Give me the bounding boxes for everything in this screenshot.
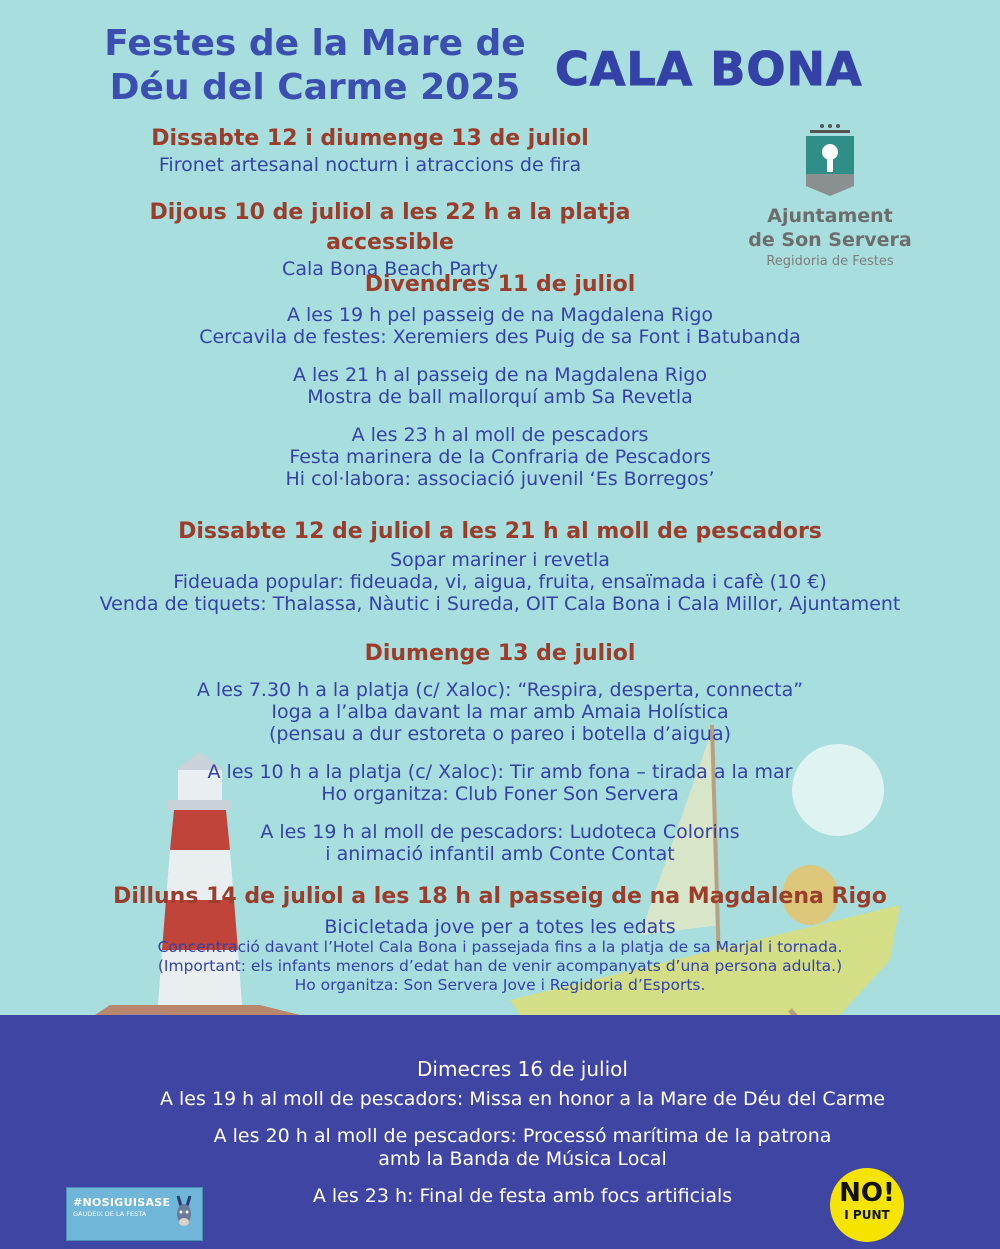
event-line: A les 19 h al moll de pescadors: Ludoteca Colorins xyxy=(260,821,740,843)
event-line: Venda de tiquets: Thalassa, Nàutic i Sureda, OIT Cala Bona i Cala Millor, Ajuntament xyxy=(99,593,901,615)
town-hall-logo xyxy=(740,118,920,272)
logo-name: de Son Servera xyxy=(748,229,912,251)
event-heading: Dilluns 14 de juliol a les 18 h al passeig de na Magdalena Rigo xyxy=(113,884,887,909)
event-line: Fideuada popular: fideuada, vi, aigua, fruita, ensaïmada i cafè (10 €) xyxy=(173,571,827,593)
lighthouse-island xyxy=(95,1005,300,1015)
event-line: A les 23 h: Final de festa amb focs artificials xyxy=(312,1185,733,1207)
shield-icon xyxy=(802,122,858,198)
no-i-punt-badge xyxy=(830,1168,904,1242)
event-block xyxy=(0,1055,1000,1085)
event-line: Sopar mariner i revetla xyxy=(390,549,610,571)
event-line: i animació infantil amb Conte Contat xyxy=(325,843,675,865)
event-block xyxy=(0,882,1000,995)
event-heading: Diumenge 13 de juliol xyxy=(364,641,636,666)
event-line: Festa marinera de la Confraria de Pescadors xyxy=(289,446,711,468)
event-line: amb la Banda de Música Local xyxy=(378,1148,667,1170)
title-line: Déu del Carme 2025 xyxy=(109,67,521,108)
event-line: Cercavila de festes: Xeremiers des Puig de sa Font i Batubanda xyxy=(199,326,801,348)
event-block xyxy=(0,639,1000,865)
event-block xyxy=(0,270,1000,490)
event-line: Ioga a l’alba davant la mar amb Amaia Holística xyxy=(271,701,729,723)
event-line: A les 7.30 h a la platja (c/ Xaloc): “Respira, desperta, connecta” xyxy=(196,679,804,701)
badge-text: #NOSIGUISASE xyxy=(73,1196,171,1209)
event-line: A les 10 h a la platja (c/ Xaloc): Tir amb fona – tirada a la mar xyxy=(207,761,793,783)
event-line: Mostra de ball mallorquí amb Sa Revetla xyxy=(307,386,693,408)
event-line: A les 19 h pel passeig de na Magdalena Rigo xyxy=(286,304,714,326)
event-block xyxy=(0,517,1000,615)
event-line: (Important: els infants menors d’edat han de venir acompanyats d’una persona adulta.) xyxy=(157,957,843,975)
event-line: (pensau a dur estoreta o pareo i botella d’aigua) xyxy=(268,723,732,745)
event-block xyxy=(100,124,640,176)
logo-subtitle: Regidoria de Festes xyxy=(766,254,894,269)
badge-subtext: I PUNT xyxy=(844,1208,890,1222)
event-heading: Divendres 11 de juliol xyxy=(364,272,636,297)
event-line: Ho organitza: Son Servera Jove i Regidoria d’Esports. xyxy=(294,976,706,994)
event-line: Fironet artesanal nocturn i atraccions de fira xyxy=(158,154,582,176)
event-line: Bicicletada jove per a totes les edats xyxy=(324,916,676,938)
no-siguis-ase-badge xyxy=(66,1187,203,1241)
event-line: A les 19 h al moll de pescadors: Missa en honor a la Mare de Déu del Carme xyxy=(159,1088,886,1110)
page-title xyxy=(70,22,560,110)
event-heading: Dimecres 16 de juliol xyxy=(417,1057,628,1081)
title-line: Festes de la Mare de xyxy=(104,23,526,64)
logo-name: Ajuntament xyxy=(767,205,893,227)
place-name: CALA BONA xyxy=(555,42,863,96)
badge-text: NO! xyxy=(839,1178,895,1208)
event-line: Concentració davant l’Hotel Cala Bona i passejada fins a la platja de sa Marjal i tornada. xyxy=(157,938,843,956)
event-line: Cala Bona Beach Party xyxy=(282,258,498,280)
event-line: A les 21 h al passeig de na Magdalena Rigo xyxy=(293,364,707,386)
event-heading: Dissabte 12 i diumenge 13 de juliol xyxy=(151,126,589,151)
donkey-icon xyxy=(172,1194,196,1234)
badge-subtext: GAUDEIX DE LA FESTA xyxy=(73,1210,147,1218)
event-heading: Dijous 10 de juliol a les 22 h a la platja accessible xyxy=(149,200,631,255)
event-line: Hi col·labora: associació juvenil ‘Es Borregos’ xyxy=(285,468,715,490)
event-line: Ho organitza: Club Foner Son Servera xyxy=(321,783,679,805)
event-line: A les 23 h al moll de pescadors xyxy=(351,424,649,446)
event-heading: Dissabte 12 de juliol a les 21 h al moll de pescadors xyxy=(178,519,822,544)
event-block xyxy=(90,198,690,280)
event-line: A les 20 h al moll de pescadors: Processó marítima de la patrona xyxy=(213,1125,832,1147)
